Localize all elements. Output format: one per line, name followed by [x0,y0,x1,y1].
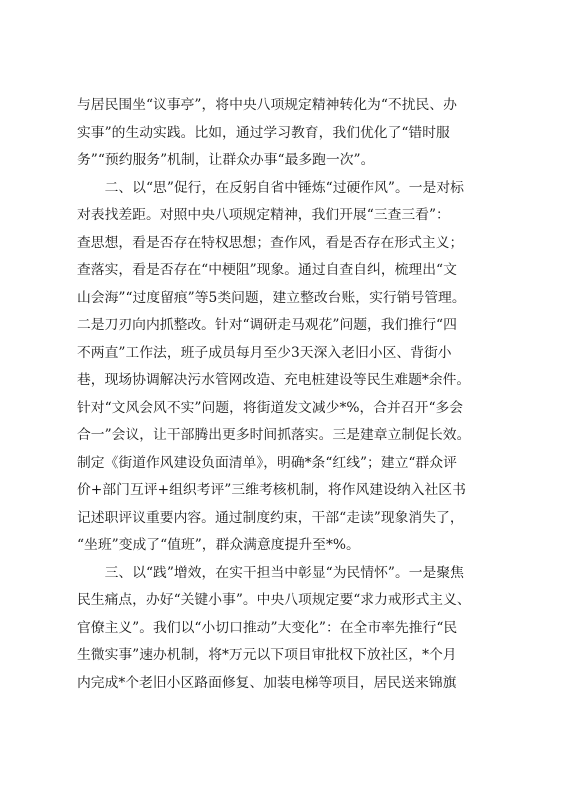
text-line: 二是刀刃向内抓整改。针对“调研走马观花”问题，我们推行“四 [77,317,457,333]
text-line: 合一”会议，让干部腾出更多时间抓落实。三是建章立制促长效。 [77,427,471,443]
text-line: 实事”的生动实践。比如，通过学习教育，我们优化了“错时服 [77,124,450,141]
text-line: 与居民围坐“议事亭”，将中央八项规定精神转化为“不扰民、办 [77,97,457,113]
text-line: 针对“文风会风不实”问题，将街道发文减少*%，合并召开“多会 [77,399,464,416]
text-line: 对表找差距。对照中央八项规定精神，我们开展“三查三看”： [77,207,450,223]
text-line: 巷，现场协调解决污水管网改造、充电桩建设等民生难题*余件。 [77,372,471,388]
text-line: 价+部门互评+组织考评”三维考核机制，将作风建设纳入社区书 [77,482,466,498]
section-heading-line: 三、以“践”增效，在实干担当中彰显“为民情怀”。一是聚焦 [77,564,464,581]
text-line: 生微实事”速办机制，将*万元以下项目审批权下放社区，*个月 [77,647,457,663]
section-heading-line: 二、以“思”促行，在反躬自省中锤炼“过硬作风”。一是对标 [77,179,464,196]
document-body [77,92,495,697]
text-line: 制定《街道作风建设负面清单》，明确*条“红线”；建立“群众评 [77,454,457,471]
text-line: 内完成*个老旧小区路面修复、加装电梯等项目，居民送来锦旗 [77,674,457,691]
text-line: 不两直”工作法，班子成员每月至少3天深入老旧小区、背街小 [77,344,452,361]
text-line: 官僚主义”。我们以“小切口推动”大变化”：在全市率先推行“民 [77,619,458,636]
text-line: 查思想，看是否存在特权思想；查作风，看是否存在形式主义； [77,234,464,251]
text-line: 记述职评议重要内容。通过制度约束，干部“走读”现象消失了， [77,509,464,526]
text-line: 务”“预约服务”机制，让群众办事“最多跑一次”。 [77,152,375,168]
text-line: 查落实，看是否存在“中梗阻”现象。通过自查自纠，梳理出“文 [77,262,457,278]
text-line: “坐班”变成了“值班”，群众满意度提升至*%。 [77,537,360,553]
text-line: 山会海”“过度留痕”等5类问题，建立整改台账，实行销号管理。 [77,289,466,306]
text-line: 民生痛点，办好“关键小事”。中央八项规定要“求力戒形式主义、 [77,592,471,608]
